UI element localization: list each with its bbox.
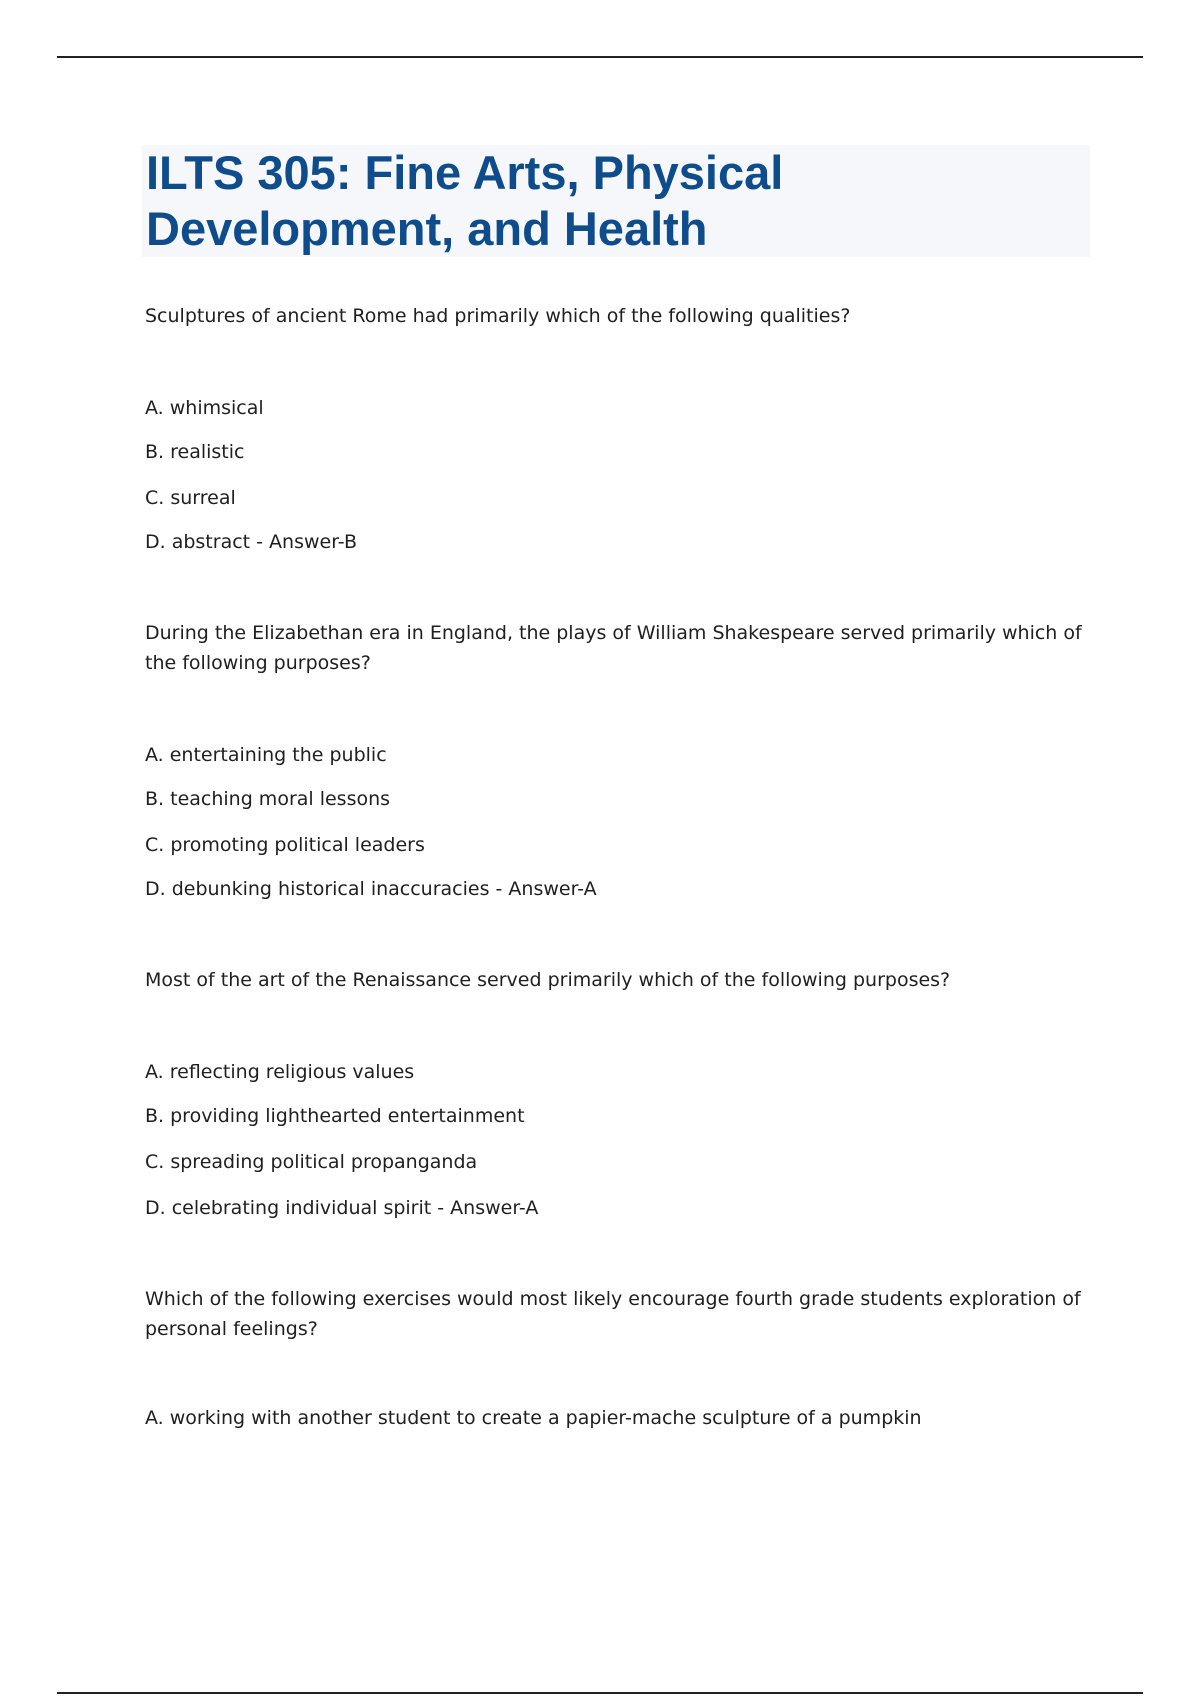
answer-option: A. whimsical bbox=[145, 397, 264, 419]
answer-option: A. reflecting religious values bbox=[145, 1061, 415, 1083]
answer-option: B. teaching moral lessons bbox=[145, 788, 391, 810]
answer-option: B. providing lighthearted entertainment bbox=[145, 1105, 525, 1127]
document-title: ILTS 305: Fine Arts, Physical Development, and Health bbox=[146, 146, 784, 255]
question-prompt: Most of the art of the Renaissance served primarily which of the following purposes? bbox=[145, 969, 951, 991]
answer-option: D. celebrating individual spirit - Answer-A bbox=[145, 1197, 539, 1219]
answer-option: A. working with another student to create a papier-mache sculpture of a pumpkin bbox=[145, 1407, 922, 1429]
answer-option: B. realistic bbox=[145, 441, 245, 463]
answer-option: C. promoting political leaders bbox=[145, 834, 425, 856]
answer-option: A. entertaining the public bbox=[145, 744, 387, 766]
answer-option: C. surreal bbox=[145, 487, 236, 509]
footer-rule bbox=[57, 1692, 1143, 1694]
answer-option: D. debunking historical inaccuracies - Answer-A bbox=[145, 878, 597, 900]
question-prompt: Sculptures of ancient Rome had primarily which of the following qualities? bbox=[145, 305, 851, 327]
question-prompt: Which of the following exercises would most likely encourage fourth grade students exploration of personal feelings? bbox=[145, 1288, 1081, 1340]
header-rule bbox=[57, 56, 1143, 58]
answer-option: C. spreading political propanganda bbox=[145, 1151, 478, 1173]
question-prompt: During the Elizabethan era in England, the plays of William Shakespeare served primarily which of the following purposes? bbox=[145, 622, 1082, 674]
answer-option: D. abstract - Answer-B bbox=[145, 531, 358, 553]
title-banner bbox=[142, 145, 1090, 257]
